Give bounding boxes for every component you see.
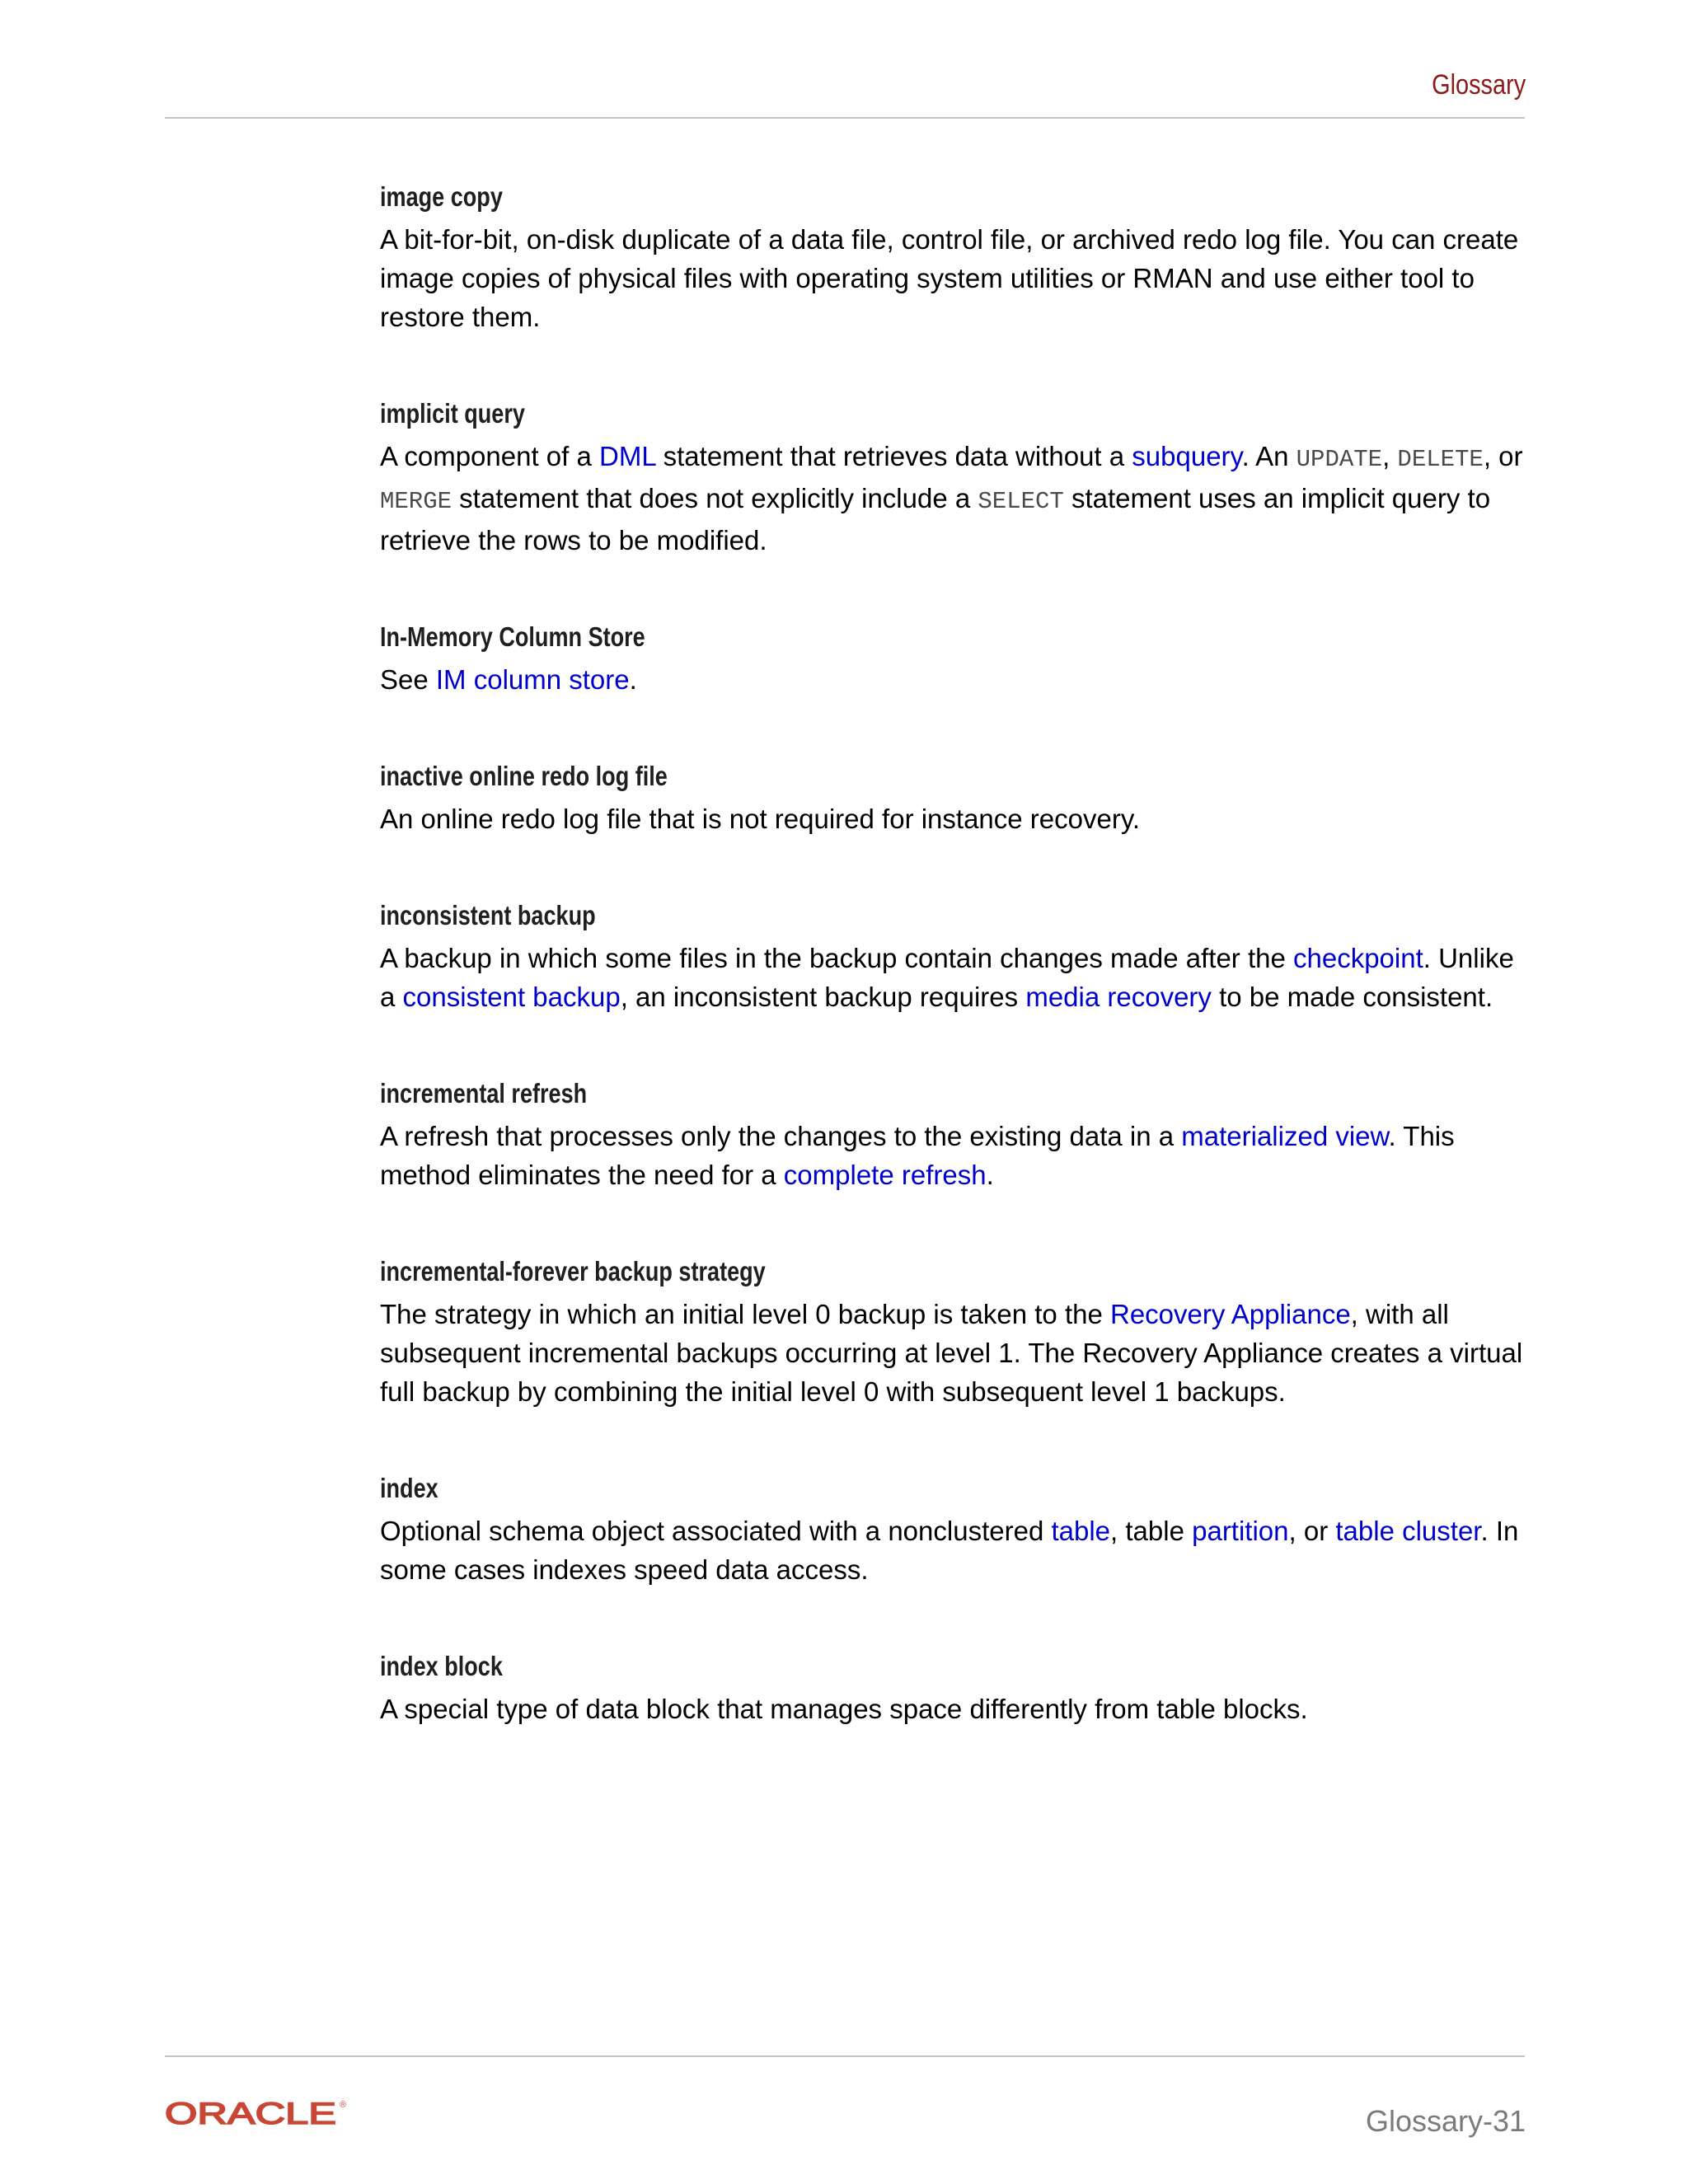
oracle-logo-wordmark: ORACLE bbox=[165, 2097, 336, 2130]
entry-definition: Optional schema object associated with a nonclustered table, table partition, or table cluster. In some cases indexes speed data access. bbox=[380, 1516, 1519, 1585]
entry-term: image copy bbox=[380, 181, 503, 212]
link-subquery[interactable]: subquery bbox=[1132, 441, 1242, 471]
link-partition[interactable]: partition bbox=[1192, 1516, 1289, 1546]
entry-definition: A component of a DML statement that retrieves data without a subquery. An UPDATE, DELETE, or MERGE statement that does not explicitly include a SELECT statement uses an implicit query to retrieve the rows to be modified. bbox=[380, 441, 1523, 555]
code-update: UPDATE bbox=[1296, 446, 1383, 473]
entry-definition: A special type of data block that manages space differently from table blocks. bbox=[380, 1694, 1308, 1724]
link-checkpoint[interactable]: checkpoint bbox=[1293, 943, 1423, 973]
glossary-entry-image-copy bbox=[380, 177, 1534, 336]
entry-term: implicit query bbox=[380, 398, 525, 429]
glossary-entry-inconsistent-backup bbox=[380, 896, 1534, 1016]
page-number: Glossary-31 bbox=[1365, 2104, 1526, 2138]
code-merge: MERGE bbox=[380, 488, 452, 515]
link-media-recovery[interactable]: media recovery bbox=[1025, 982, 1212, 1012]
glossary-entry-incremental-forever-backup-strategy bbox=[380, 1252, 1534, 1411]
entry-definition: The strategy in which an initial level 0 backup is taken to the Recovery Appliance, with all subsequent incremental backups occurring at level 1. The Recovery Appliance creates a virtual full backup by combining the initial level 0 with subsequent level 1 backups. bbox=[380, 1299, 1523, 1407]
link-dml[interactable]: DML bbox=[599, 441, 656, 471]
entry-term: index block bbox=[380, 1651, 503, 1681]
footer-rule bbox=[165, 2055, 1525, 2057]
link-complete-refresh[interactable]: complete refresh bbox=[783, 1160, 987, 1190]
code-select: SELECT bbox=[978, 488, 1064, 515]
link-consistent-backup[interactable]: consistent backup bbox=[402, 982, 621, 1012]
glossary-entry-inactive-online-redo-log-file bbox=[380, 757, 1534, 838]
link-table[interactable]: table bbox=[1051, 1516, 1111, 1546]
entry-definition: A refresh that processes only the changes to the existing data in a materialized view. This method eliminates the need for a complete refresh. bbox=[380, 1121, 1455, 1190]
entry-term: incremental-forever backup strategy bbox=[380, 1256, 766, 1286]
entry-term: index bbox=[380, 1473, 438, 1503]
glossary-entries bbox=[380, 177, 1534, 1786]
glossary-entry-implicit-query bbox=[380, 394, 1534, 560]
entry-term: In-Memory Column Store bbox=[380, 621, 645, 652]
glossary-entry-index-block bbox=[380, 1647, 1534, 1728]
header-rule bbox=[165, 117, 1525, 119]
entry-term: incremental refresh bbox=[380, 1078, 588, 1108]
code-delete: DELETE bbox=[1397, 446, 1484, 473]
link-recovery-appliance[interactable]: Recovery Appliance bbox=[1110, 1299, 1351, 1329]
entry-definition: An online redo log file that is not required for instance recovery. bbox=[380, 804, 1141, 834]
glossary-entry-incremental-refresh bbox=[380, 1074, 1534, 1194]
link-materialized-view[interactable]: materialized view bbox=[1181, 1121, 1389, 1151]
entry-term: inactive online redo log file bbox=[380, 761, 668, 791]
glossary-entry-in-memory-column-store bbox=[380, 617, 1534, 699]
entry-definition: A backup in which some files in the backup contain changes made after the checkpoint. Unlike a consistent backup, an inconsistent backup requires media recovery to be made consistent. bbox=[380, 943, 1514, 1012]
link-table-cluster[interactable]: table cluster bbox=[1335, 1516, 1481, 1546]
glossary-entry-index bbox=[380, 1469, 1534, 1589]
registered-mark: ® bbox=[340, 2100, 347, 2110]
entry-definition: See IM column store. bbox=[380, 664, 637, 695]
link-im-column-store[interactable]: IM column store bbox=[435, 664, 630, 695]
entry-definition: A bit-for-bit, on-disk duplicate of a data file, control file, or archived redo log file. You can create image copies of physical files with operating system utilities or RMAN and use either tool to restore them. bbox=[380, 224, 1519, 332]
oracle-logo bbox=[165, 2097, 350, 2130]
running-header-title: Glossary bbox=[1431, 69, 1526, 101]
entry-term: inconsistent backup bbox=[380, 900, 596, 930]
